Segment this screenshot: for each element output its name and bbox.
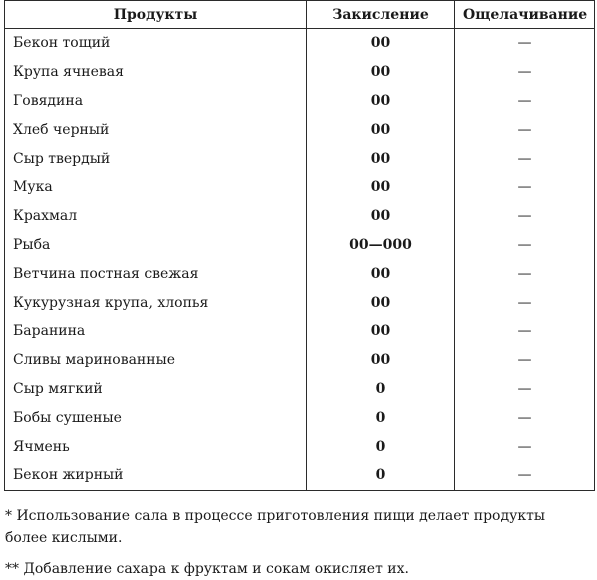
alkalization-cell: — [455,375,595,404]
alkalization-cell: — [455,87,595,116]
table-row [5,29,595,58]
product-cell: Баранина [5,317,307,346]
table-row [5,115,595,144]
acidification-cell: 00 [307,144,455,173]
alkalization-cell: — [455,115,595,144]
alkalization-cell: — [455,259,595,288]
product-cell: Крахмал [5,202,307,231]
table-row [5,231,595,260]
footnote-1: * Использование сала в процессе приготовления пищи делает продукты более кислыми. [5,508,545,546]
acidification-cell: 00—000 [307,231,455,260]
table-row [5,317,595,346]
table-row [5,144,595,173]
alkalization-cell: — [455,173,595,202]
alkalization-cell: — [455,288,595,317]
footnote-2: ** Добавление сахара к фруктам и сокам окисляет их. [5,561,409,577]
acidification-cell: 0 [307,375,455,404]
table-row [5,346,595,375]
product-cell: Бекон тощий [5,29,307,58]
table-header-row [5,1,595,29]
acidification-cell: 0 [307,432,455,461]
product-cell: Ячмень [5,432,307,461]
product-cell: Сыр мягкий [5,375,307,404]
acidification-cell: 00 [307,288,455,317]
acidification-cell: 00 [307,115,455,144]
acidification-cell: 00 [307,259,455,288]
table-row [5,432,595,461]
alkalization-cell: — [455,202,595,231]
product-cell: Сыр твердый [5,144,307,173]
alkalization-cell: — [455,461,595,490]
table-row [5,202,595,231]
acidification-cell: 0 [307,403,455,432]
alkalization-cell: — [455,144,595,173]
table-row [5,173,595,202]
acidification-cell: 00 [307,58,455,87]
alkalization-cell: — [455,346,595,375]
acidification-cell: 00 [307,29,455,58]
table-row [5,58,595,87]
acidification-cell: 00 [307,87,455,116]
header-acidification: Закисление [307,1,455,29]
acidification-cell: 0 [307,461,455,490]
acidification-cell: 00 [307,317,455,346]
alkalization-cell: — [455,231,595,260]
product-cell: Рыба [5,231,307,260]
alkalization-cell: — [455,403,595,432]
product-cell: Мука [5,173,307,202]
alkalization-cell: — [455,432,595,461]
alkalization-cell: — [455,29,595,58]
acidification-cell: 00 [307,202,455,231]
food-acidity-table [4,0,595,491]
alkalization-cell: — [455,317,595,346]
table-row [5,461,595,490]
table-row [5,375,595,404]
table-row [5,87,595,116]
footnotes [5,505,591,580]
table-row [5,259,595,288]
table-row [5,403,595,432]
product-cell: Бекон жирный [5,461,307,490]
product-cell: Хлеб черный [5,115,307,144]
alkalization-cell: — [455,58,595,87]
product-cell: Ветчина постная свежая [5,259,307,288]
product-cell: Говядина [5,87,307,116]
product-cell: Сливы маринованные [5,346,307,375]
acidification-cell: 00 [307,173,455,202]
product-cell: Бобы сушеные [5,403,307,432]
header-alkalization: Ощелачивание [455,1,595,29]
product-cell: Кукурузная крупа, хлопья [5,288,307,317]
acidification-cell: 00 [307,346,455,375]
table-row [5,288,595,317]
table-body [5,29,595,491]
header-products: Продукты [5,1,307,29]
product-cell: Крупа ячневая [5,58,307,87]
